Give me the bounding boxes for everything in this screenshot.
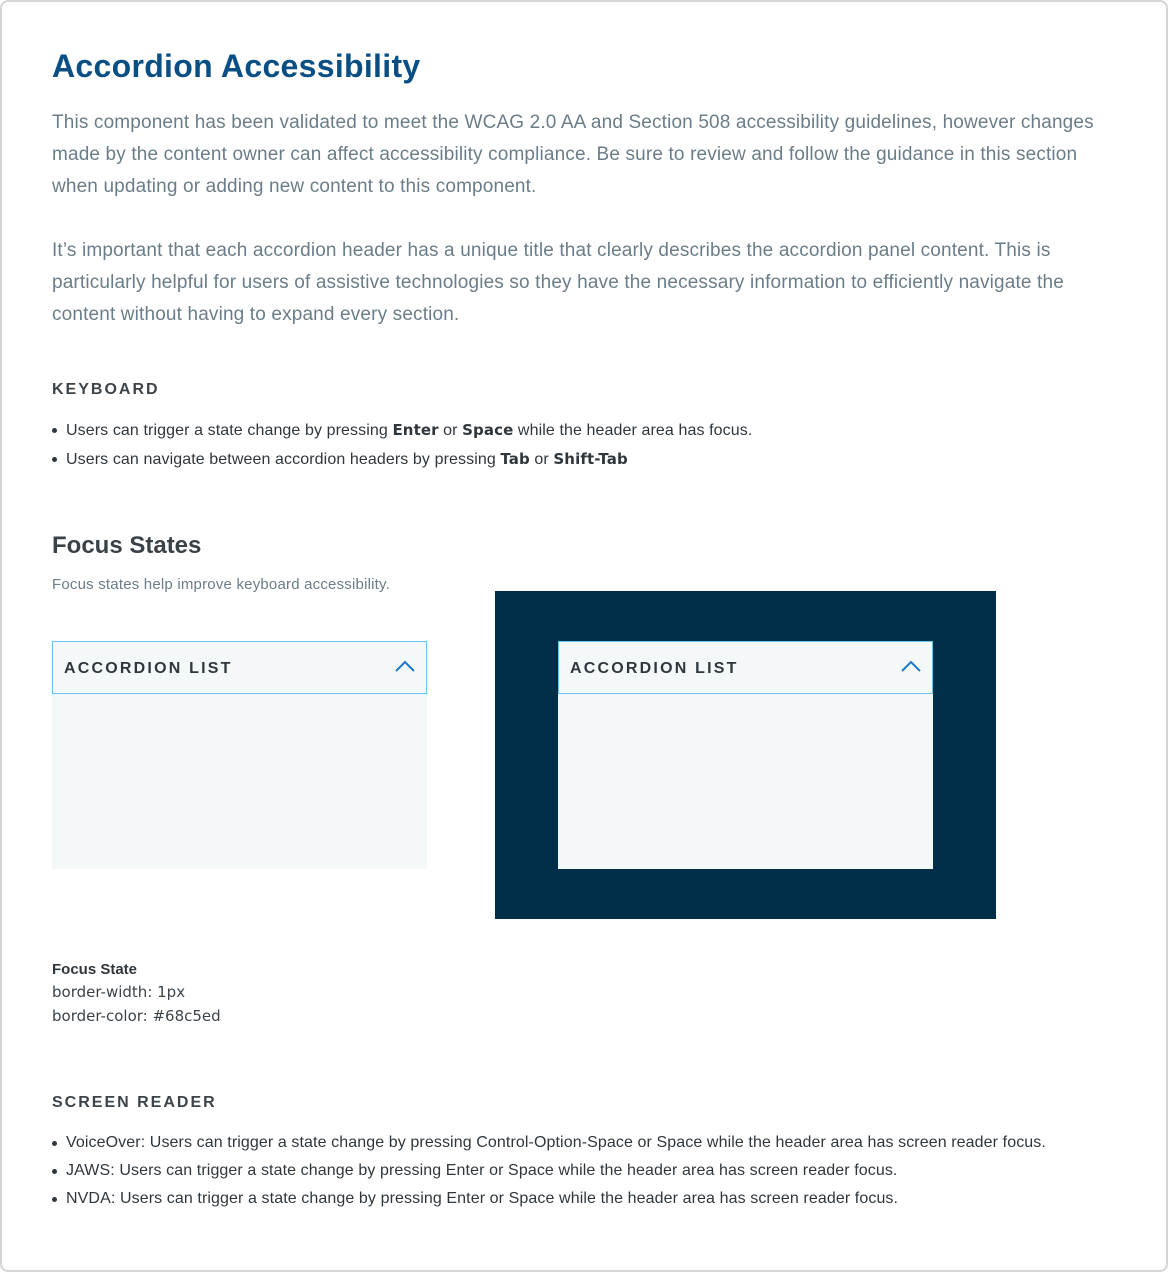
intro-paragraph-2: It’s important that each accordion header has a unique title that clearly describes the accordion panel content. This is particularly helpful for users of assistive technologies so they have the necessary information to efficiently navigate the content without having to expand every section. [52,240,1064,325]
accordion-example-light [52,641,427,869]
key-label: Shift-Tab [553,450,628,468]
keyboard-item: Users can navigate between accordion headers by pressing Tab or Shift-Tab [52,445,752,474]
key-label: Enter [392,421,439,439]
accordion-header[interactable] [558,641,933,694]
spec-title: Focus State [52,961,138,978]
accordion-title: ACCORDION LIST [570,660,739,677]
screen-reader-list [52,1129,1046,1213]
focus-state-spec [52,960,221,1028]
keyboard-item: Users can trigger a state change by pressing Enter or Space while the header area has focus. [52,416,752,445]
page-title: Accordion Accessibility [52,48,421,84]
key-label: Tab [500,450,530,468]
key-label: Space [462,421,514,439]
dark-background-panel [495,591,996,919]
screen-reader-heading: SCREEN READER [52,1094,217,1111]
screen-reader-item: JAWS: Users can trigger a state change by pressing Enter or Space while the header area has screen reader focus. [52,1157,1046,1185]
focus-states-description: Focus states help improve keyboard accessibility. [52,576,390,593]
chevron-up-icon [394,658,416,676]
spec-border-color: border-color: #68c5ed [52,1007,221,1025]
accordion-title: ACCORDION LIST [64,660,233,677]
accordion-header[interactable] [52,641,427,694]
accordion-example-dark [558,641,933,869]
keyboard-list [52,416,752,474]
spec-border-width: border-width: 1px [52,983,186,1001]
intro-paragraph-1: This component has been validated to meet the WCAG 2.0 AA and Section 508 accessibility guidelines, however changes made by the content owner can affect accessibility compliance. Be sure to review and follow the guidance in this section when updating or adding new content to this component. [52,112,1094,197]
screen-reader-item: VoiceOver: Users can trigger a state change by pressing Control-Option-Space or Space while the header area has screen reader focus. [52,1129,1046,1157]
chevron-up-icon [900,658,922,676]
screen-reader-item: NVDA: Users can trigger a state change by pressing Enter or Space while the header area has screen reader focus. [52,1185,1046,1213]
keyboard-heading: KEYBOARD [52,381,160,398]
focus-states-heading: Focus States [52,532,202,559]
